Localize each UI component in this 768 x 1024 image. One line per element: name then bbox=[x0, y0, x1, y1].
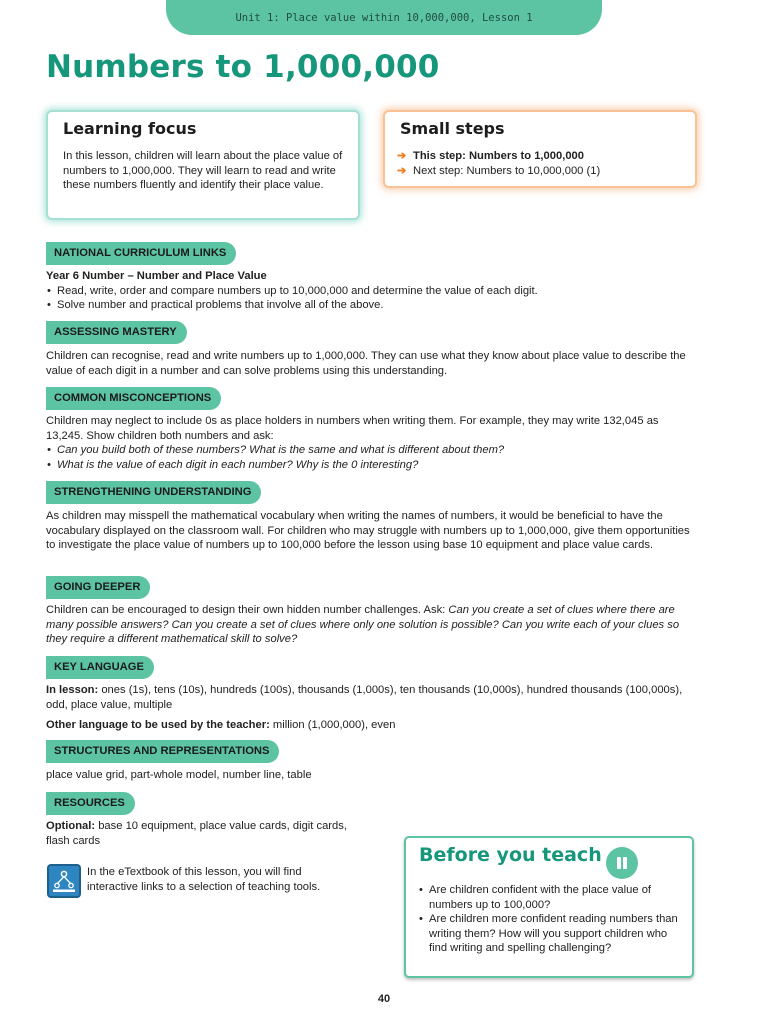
small-step-current bbox=[397, 149, 600, 164]
list-item: • Read, write, order and compare numbers up to 10,000,000 and determine the value of each digit. bbox=[46, 284, 696, 299]
list-item: • Are children confident with the place value of numbers up to 100,000? bbox=[418, 883, 682, 912]
section-label-key-language: KEY LANGUAGE bbox=[46, 656, 154, 679]
before-you-teach-box bbox=[404, 836, 694, 978]
small-step-current-label: This step: Numbers to 1,000,000 bbox=[413, 150, 584, 162]
learning-focus-title: Learning focus bbox=[63, 119, 197, 138]
key-language-other-text: million (1,000,000), even bbox=[269, 719, 396, 731]
national-curriculum-content bbox=[46, 269, 696, 313]
key-language-other-label: Other language to be used by the teacher: bbox=[46, 719, 270, 731]
small-steps-box bbox=[383, 110, 697, 188]
section-label-assessing-mastery: ASSESSING MASTERY bbox=[46, 321, 187, 344]
strengthening-understanding-text: As children may misspell the mathematical vocabulary when writing the names of numbers, it would be beneficial to have the vocabulary displayed on the classroom wall. For children who may struggle with numbers up to 1,000,000, give them opportunities to investigate the place value of numbers up to 100,000 before the lesson using base 10 equipment and place value cards. bbox=[46, 510, 690, 552]
resources-optional bbox=[46, 819, 364, 848]
etextbook-icon[interactable] bbox=[47, 864, 81, 898]
before-you-teach-title: Before you teach bbox=[419, 844, 602, 866]
assessing-mastery-text: Children can recognise, read and write numbers up to 1,000,000. They can use what they know about place value to describe the value of each digit in a number and can solve problems using this understanding. bbox=[46, 350, 686, 377]
small-steps-title: Small steps bbox=[400, 119, 505, 138]
learning-focus-text: In this lesson, children will learn about the place value of numbers to 1,000,000. They will learn to read and write these numbers fluently and identify their place value. bbox=[63, 150, 343, 192]
section-label-going-deeper: GOING DEEPER bbox=[46, 576, 150, 599]
key-language-in-lesson bbox=[46, 683, 696, 712]
small-step-next-label: Next step: Numbers to 10,000,000 (1) bbox=[413, 164, 601, 177]
common-misconceptions-content bbox=[46, 414, 696, 472]
resources-optional-label: Optional: bbox=[46, 820, 96, 832]
arrow-right-icon: ➔ bbox=[397, 164, 407, 177]
going-deeper-text bbox=[46, 603, 696, 647]
going-deeper-prompt: Children can be encouraged to design their own hidden number challenges. Ask: bbox=[46, 604, 449, 616]
before-you-teach-list bbox=[418, 883, 682, 956]
key-language-other bbox=[46, 718, 696, 733]
resources-optional-text: base 10 equipment, place value cards, digit cards, flash cards bbox=[46, 820, 347, 847]
national-curriculum-subheading: Year 6 Number – Number and Place Value bbox=[46, 270, 267, 282]
list-item: • Solve number and practical problems that involve all of the above. bbox=[46, 298, 696, 313]
learning-focus-box bbox=[46, 110, 360, 220]
arrow-right-icon: ➔ bbox=[397, 150, 407, 162]
page-number: 40 bbox=[377, 993, 391, 1005]
section-label-common-misconceptions: COMMON MISCONCEPTIONS bbox=[46, 387, 221, 410]
page-title: Numbers to 1,000,000 bbox=[46, 49, 440, 85]
section-label-national-curriculum: NATIONAL CURRICULUM LINKS bbox=[46, 242, 236, 265]
section-label-strengthening-understanding: STRENGTHENING UNDERSTANDING bbox=[46, 481, 261, 504]
section-label-resources: RESOURCES bbox=[46, 792, 135, 815]
structures-text: place value grid, part-whole model, number line, table bbox=[46, 769, 312, 781]
small-step-next bbox=[397, 164, 600, 179]
small-steps-list bbox=[397, 149, 600, 178]
list-item: • Are children more confident reading numbers than writing them? How will you support children who find writing and spelling challenging? bbox=[418, 912, 682, 956]
common-misconceptions-bullets bbox=[46, 443, 696, 472]
list-item: • Can you build both of these numbers? What is the same and what is different about them? bbox=[46, 443, 696, 458]
national-curriculum-bullets bbox=[46, 284, 696, 313]
unit-header-tab bbox=[166, 0, 602, 35]
common-misconceptions-text: Children may neglect to include 0s as place holders in numbers when writing them. For example, they may write 132,045 as 13,245. Show children both numbers and ask: bbox=[46, 415, 659, 442]
key-language-in-lesson-text: ones (1s), tens (10s), hundreds (100s), thousands (1,000s), ten thousands (10,000s), hundred thousands (100,000s), odd, place value, multiple bbox=[46, 684, 683, 711]
etextbook-note: In the eTextbook of this lesson, you will find interactive links to a selection of teaching tools. bbox=[87, 866, 321, 893]
unit-header-text: Unit 1: Place value within 10,000,000, Lesson 1 bbox=[235, 12, 533, 24]
key-language-in-lesson-label: In lesson: bbox=[46, 684, 99, 696]
going-deeper-questions: Can you create a set of clues where there are many possible answers? Can you create a set of clues where only one solution is possible? Can you write each of your clues so they require a different mathematical skill to solve? bbox=[46, 604, 680, 646]
pause-icon bbox=[606, 847, 638, 879]
section-label-structures: STRUCTURES AND REPRESENTATIONS bbox=[46, 740, 279, 763]
list-item: • What is the value of each digit in each number? Why is the 0 interesting? bbox=[46, 458, 696, 473]
